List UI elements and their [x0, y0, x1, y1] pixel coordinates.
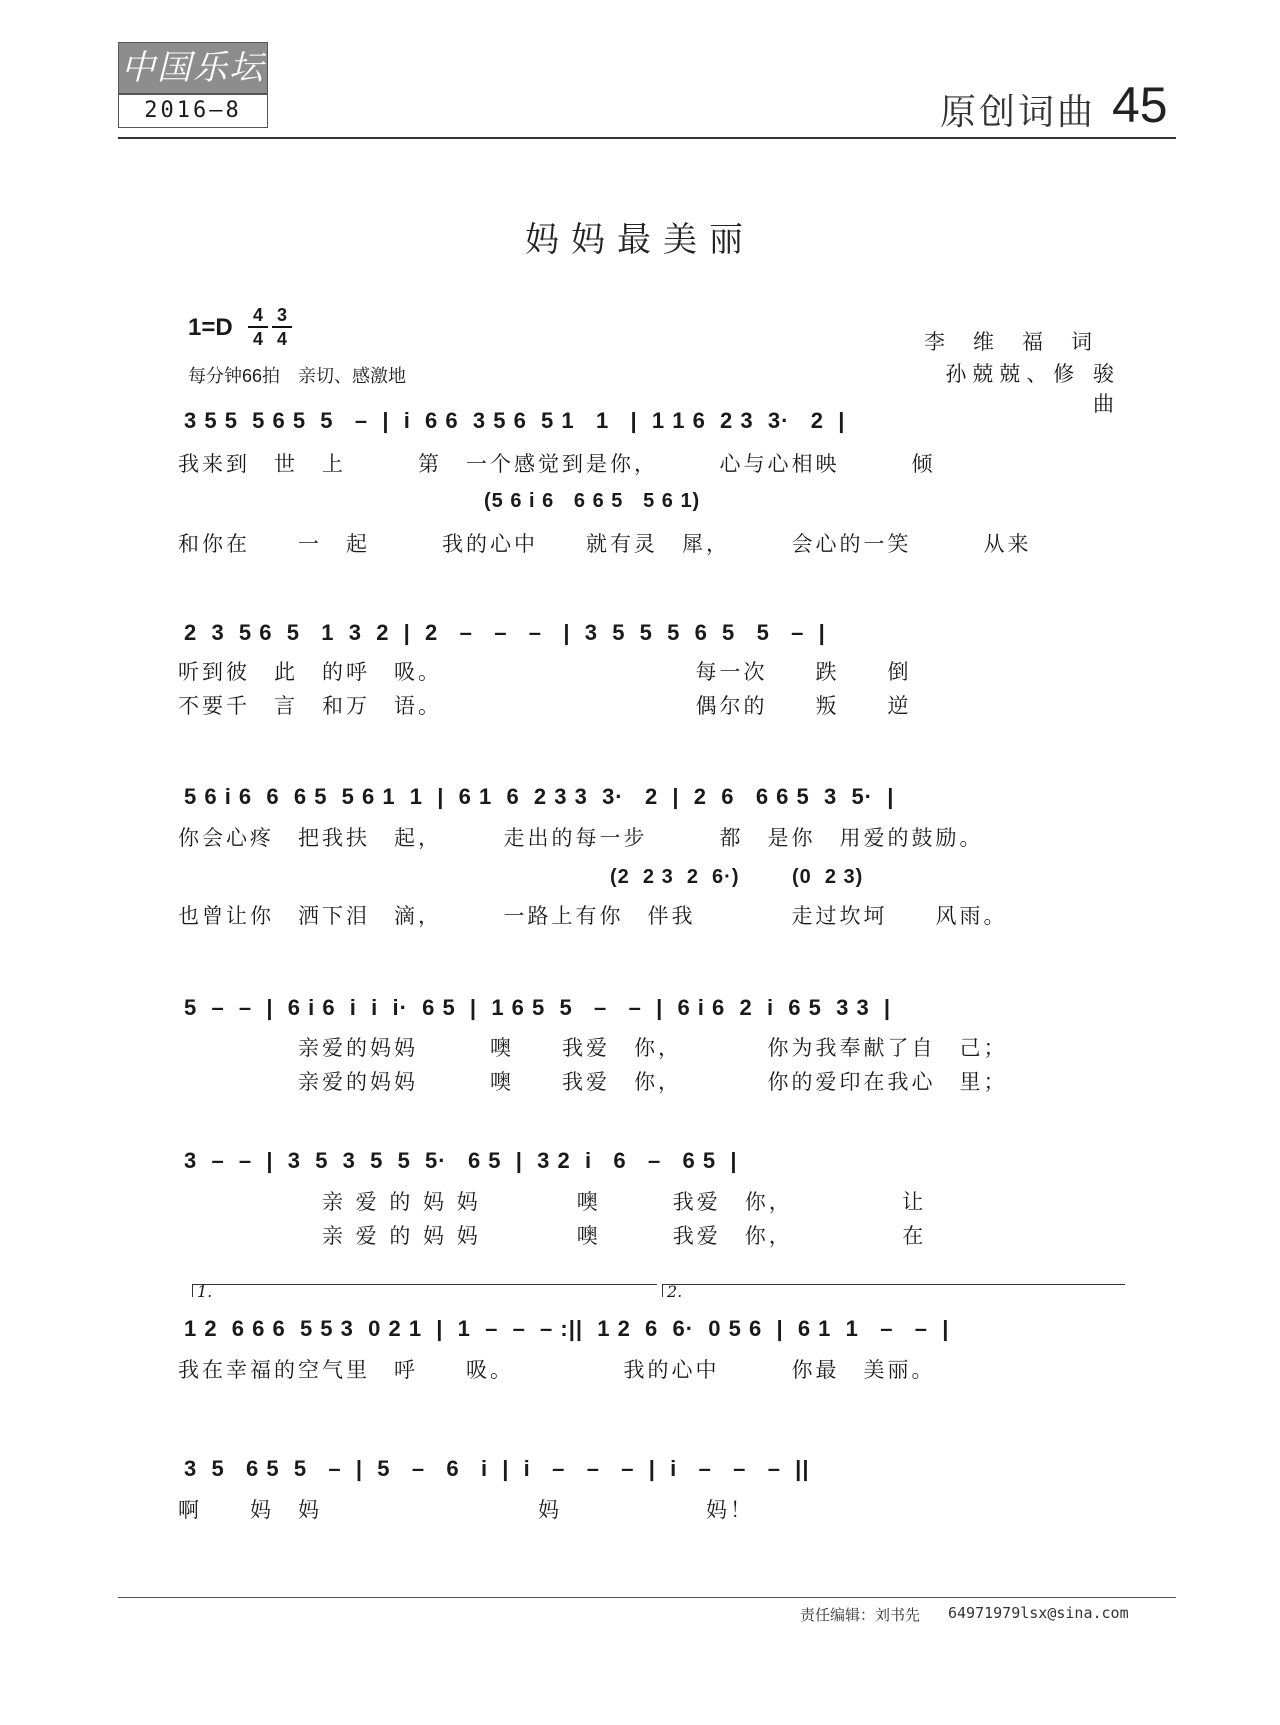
- footer-rule: [118, 1597, 1176, 1598]
- lyric-line: 亲爱的妈妈 噢 我爱 你， 你的爱印在我心 里；: [178, 1070, 1008, 1094]
- tempo-marking: 每分钟66拍 亲切、感激地: [188, 366, 407, 386]
- meter-bottom: 4: [276, 329, 287, 349]
- lyric-line: 你会心疼 把我扶 起， 走出的每一步 都 是你 用爱的鼓励。: [178, 826, 984, 850]
- magazine-logo: [118, 42, 268, 94]
- meter-top: 3: [276, 305, 287, 325]
- lyric-line: 听到彼 此 的呼 吸。 每一次 跌 倒: [178, 660, 912, 684]
- notation-line: 3 – – | 3 5 3 5 5 5· 6 5 | 3 2 i 6 – 6 5 |: [184, 1148, 738, 1173]
- volta-second-ending: 2.: [662, 1284, 1125, 1297]
- lyric-line: 和你在 一 起 我的心中 就有灵 犀， 会心的一笑 从来: [178, 532, 1032, 556]
- lyric-line: 亲爱的妈妈 噢 我爱 你， 你为我奉献了自 己；: [178, 1036, 1008, 1060]
- header-rule: [118, 137, 1176, 139]
- meter-3-4: [272, 306, 292, 348]
- lyric-line: 我来到 世 上 第 一个感觉到是你， 心与心相映 倾: [178, 452, 936, 476]
- page-number: 45: [1112, 77, 1168, 133]
- notation-aside: (2 2 3 2 6·) (0 2 3): [610, 866, 864, 888]
- meter-top: 4: [252, 305, 263, 325]
- meter-bottom: 4: [252, 329, 263, 349]
- notation-line: 3 5 5 5 6 5 5 – | i 6 6 3 5 6 5 1 1 | 1 1 6 2 3 3· 2 |: [184, 408, 846, 433]
- volta-first-ending: 1.: [192, 1284, 657, 1297]
- notation-line: 3 5 6 5 5 – | 5 – 6 i | i – – – | i – – – ||: [184, 1456, 810, 1481]
- editor-credit: 责任编辑：刘书先: [800, 1606, 921, 1624]
- section-title: 原创词曲: [940, 92, 1097, 133]
- editor-email: 64971979lsx@sina.com: [948, 1604, 1129, 1622]
- lyric-line: 啊 妈 妈 妈 妈！: [178, 1498, 754, 1522]
- lyric-line: 亲 爱 的 妈 妈 噢 我爱 你， 在: [178, 1224, 927, 1248]
- meter-4-4: [248, 306, 268, 348]
- notation-aside: (5 6 i 6 6 6 5 5 6 1): [484, 490, 701, 512]
- notation-line: 5 – – | 6 i 6 i i i· 6 5 | 1 6 5 5 – – | 6 i 6 2 i 6 5 3 3 |: [184, 995, 892, 1020]
- lyric-line: 不要千 言 和万 语。 偶尔的 叛 逆: [178, 694, 912, 718]
- logo-text: 中国乐坛: [121, 48, 265, 88]
- notation-line: 2 3 5 6 5 1 3 2 | 2 – – – | 3 5 5 5 6 5 5 – |: [184, 620, 826, 645]
- composer-credit: 孙兢兢、修 骏曲: [945, 362, 1120, 416]
- lyric-line: 也曾让你 洒下泪 滴， 一路上有你 伴我 走过坎坷 风雨。: [178, 904, 1008, 928]
- lyricist-credit: 李维福词: [924, 330, 1120, 354]
- notation-line: 5 6 i 6 6 6 5 5 6 1 1 | 6 1 6 2 3 3 3· 2 | 2 6 6 6 5 3 5· |: [184, 784, 895, 809]
- song-title: 妈妈最美丽: [525, 220, 755, 260]
- lyric-line: 亲 爱 的 妈 妈 噢 我爱 你， 让: [178, 1190, 927, 1214]
- lyric-line: 我在幸福的空气里 呼 吸。 我的心中 你最 美丽。: [178, 1358, 936, 1382]
- meter-bar: [272, 326, 292, 328]
- notation-line: 1 2 6 6 6 5 5 3 0 2 1 | 1 – – – :|| 1 2 6 6· 0 5 6 | 6 1 1 – – |: [184, 1316, 950, 1341]
- key-signature: 1=D: [188, 314, 233, 341]
- meter-bar: [248, 326, 268, 328]
- issue-number: 2016—8: [118, 94, 268, 128]
